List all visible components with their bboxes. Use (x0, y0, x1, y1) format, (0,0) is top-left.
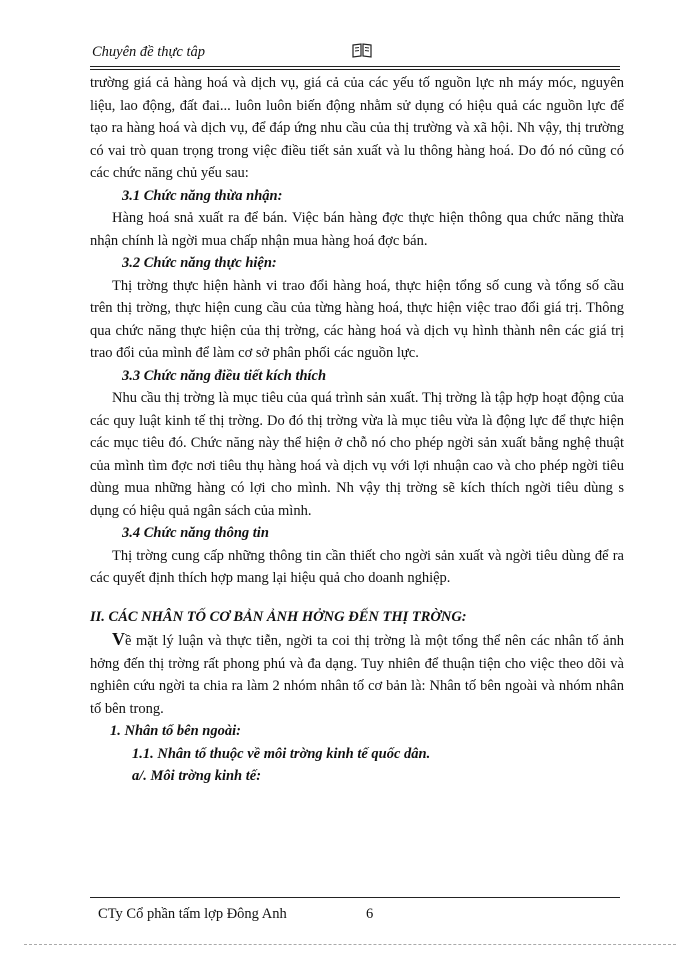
list-item-a: a/. Môi trờng kinh tế: (132, 768, 262, 784)
footer-company: CTy Cổ phần tấm lợp Đông Anh (98, 906, 287, 922)
subheading-3-1: 3.1 Chức năng thừa nhận: (122, 187, 283, 204)
page-header (90, 42, 620, 66)
paragraph-3-2: Thị trờng thực hiện hành vi trao đổi hàng hoá, thực hiện tổng số cung và tổng số cầu trên thị trờng, thực hiện cung cầu của từng hàng hoá, thực hiện việc trao đổi giá trị. Thông qua chức năng thực hiện của thị trờng, các hàng hoá và dịch vụ hình thành nên các giá trị trao đổi của mình để làm cơ sở phân phối các nguồn lực. (90, 277, 624, 361)
list-item-1-1: 1.1. Nhân tố thuộc về môi trờng kinh tế quốc dân. (132, 745, 431, 762)
section-intro-text: ề mặt lý luận và thực tiễn, ngời ta coi thị trờng là một tổng thể nên các nhân tố ảnh hởng đến thị trờng rất phong phú và đa dạng. Tuy nhiên để thuận tiện cho việc theo dõi và nghiên cứu ngời ta chia ra làm 2 nhóm nhân tố cơ bản là: Nhân tố bên ngoài và nhóm nhân tố bên trong. (90, 633, 624, 717)
paragraph-3-1: Hàng hoá snả xuất ra để bán. Việc bán hàng đợc thực hiện thông qua chức năng thừa nhận chính là ngời mua chấp nhận mua hàng hoá đợc bán. (90, 210, 624, 249)
drop-cap: V (112, 629, 125, 649)
subheading-3-4: 3.4 Chức năng thông tin (122, 525, 269, 541)
page-bottom-border (24, 944, 676, 945)
document-body (90, 72, 624, 788)
subheading-3-2: 3.2 Chức năng thực hiện: (122, 255, 277, 271)
footer-rule (90, 897, 620, 898)
list-item-1: 1. Nhân tố bên ngoài: (110, 723, 241, 739)
paragraph-3-3: Nhu cầu thị trờng là mục tiêu của quá trình sản xuất. Thị trờng là tập hợp hoạt động của các quy luật kinh tế thị trờng. Do đó thị trờng vừa là mục tiêu vừa là động lực để thực hiện các mục tiêu đó. Chức năng này thể hiện ở chỗ nó cho phép ngời sản xuất bằng nghệ thuật của mình tìm đợc nơi tiêu thụ hàng hoá và dịch vụ với lợi nhuận cao và cho phép ngời tiêu dùng mua những hàng có lợi cho mình. Nh vậy thị trờng sẽ kích thích ngời tiêu dùng s dụng có hiệu quả ngân sách của mình. (90, 390, 624, 519)
header-title: Chuyên đề thực tâp (92, 44, 206, 60)
paragraph-intro: trường giá cả hàng hoá và dịch vụ, giá cả của các yếu tố nguồn lực nh máy móc, nguyên liệu, lao động, đất đai... luôn luôn biến động nhằm sử dụng có hiệu quả các nguồn lực để tạo ra hàng hoá và dịch vụ, để đáp ứng nhu cầu của thị trường và xã hội. Nh vậy, thị trường có vai trò quan trọng trong việc điều tiết sản xuất và lu thông hàng hoá. Do đó nó cũng có các chức năng chủ yếu sau: (90, 75, 624, 181)
book-icon (352, 42, 372, 58)
subheading-3-3: 3.3 Chức năng điều tiết kích thích (122, 367, 327, 384)
header-rule (90, 66, 620, 70)
paragraph-section-intro (90, 628, 624, 720)
section-heading: II. CÁC NHÂN TỐ CƠ BẢN ẢNH HỞNG ĐẾN THỊ TRỜNG: (90, 608, 467, 625)
paragraph-3-4: Thị trờng cung cấp những thông tin cần thiết cho ngời sản xuất và ngời tiêu dùng để ra các quyết định thích hợp mang lại hiệu quả cho doanh nghiệp. (90, 547, 624, 586)
page-number: 6 (366, 906, 374, 922)
